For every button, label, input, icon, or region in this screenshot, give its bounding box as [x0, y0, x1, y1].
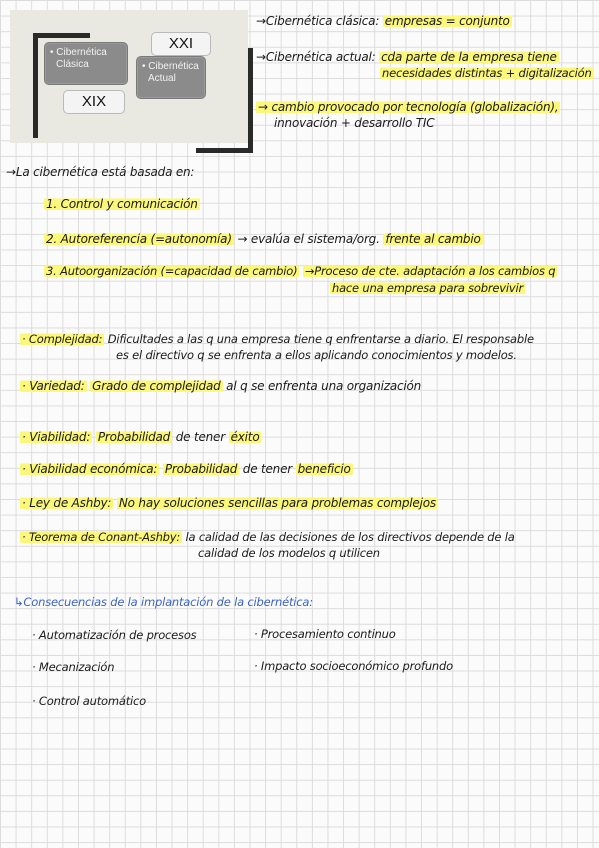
term-conant-ashby — [20, 530, 515, 544]
basada-item-2-mid: → evalúa el sistema/org. — [237, 232, 380, 246]
viab-econ-highlight: Probabilidad — [164, 462, 238, 476]
complejidad-term: · Complejidad: — [22, 332, 103, 346]
variedad-term: · Variedad: — [22, 379, 85, 393]
conant-term: · Teorema de Conant-Ashby: — [22, 530, 181, 544]
note-cibernetica-actual-line2 — [380, 66, 594, 80]
box-actual-line2: Actual — [148, 73, 176, 84]
basada-item-3-highlight: 3. Autoorganización (=capacidad de cambio) — [46, 264, 298, 278]
basada-item-2-highlight-2: frente al cambio — [385, 232, 481, 246]
term-viabilidad-economica — [20, 462, 353, 476]
basada-item-3-line2 — [330, 281, 525, 295]
basada-item-3 — [44, 264, 557, 278]
viab-econ-highlight-2: beneficio — [297, 462, 351, 476]
note-cibernetica-actual — [256, 50, 559, 64]
note-cibernetica-clasica — [256, 14, 512, 28]
ashby-rest: No hay soluciones sencillas para problemas complejos — [118, 496, 436, 510]
consecuencia-automatizacion: · Automatización de procesos — [32, 628, 197, 642]
ashby-term: · Ley de Ashby: — [22, 496, 112, 510]
note1-highlight: empresas = conjunto — [384, 14, 510, 28]
box-clasica-line2: Clásica — [56, 59, 89, 70]
viabilidad-highlight-2: éxito — [230, 430, 260, 444]
note-cambio — [256, 100, 560, 114]
consecuencia-mecanizacion: · Mecanización — [32, 660, 115, 674]
variedad-highlight: Grado de complejidad — [92, 379, 221, 393]
note2-highlight-1: cda parte de la empresa tiene — [381, 50, 557, 64]
complejidad-line2: es el directivo q se enfrenta a ellos aplicando conocimientos y modelos. — [116, 348, 517, 362]
viabilidad-highlight: Probabilidad — [97, 430, 171, 444]
basada-heading: →La cibernética está basada en: — [6, 165, 195, 179]
viabilidad-term: · Viabilidad: — [22, 430, 91, 444]
basada-item-3-line2-text: hace una empresa para sobrevivir — [332, 281, 523, 295]
note1-prefix: →Cibernética clásica: — [256, 14, 380, 28]
term-variedad — [20, 379, 421, 393]
conant-line1: la calidad de las decisiones de los directivos depende de la — [185, 530, 515, 544]
basada-item-1 — [44, 197, 200, 211]
viab-econ-mid: de tener — [242, 462, 293, 476]
cybernetics-diagram — [10, 10, 248, 143]
basada-item-2-highlight: 2. Autoreferencia (=autonomía) — [46, 232, 232, 246]
viabilidad-mid: de tener — [175, 430, 225, 444]
note3-highlight: → cambio provocado por tecnología (globalización), — [258, 100, 559, 114]
box-cibernetica-clasica — [44, 42, 128, 85]
term-ley-ashby — [20, 496, 438, 510]
consecuencia-control: · Control automático — [32, 694, 146, 708]
consecuencia-impacto: · Impacto socioeconómico profundo — [254, 659, 453, 673]
consecuencia-procesamiento: · Procesamiento continuo — [254, 627, 396, 641]
note2-highlight-2: necesidades distintas + digitalización — [382, 66, 592, 80]
conant-line2: calidad de los modelos q utilicen — [198, 546, 380, 560]
basada-item-1-text: 1. Control y comunicación — [46, 197, 198, 211]
basada-item-2 — [44, 232, 483, 246]
note-cambio-line2: innovación + desarrollo TIC — [274, 116, 435, 130]
term-complejidad — [20, 332, 534, 346]
complejidad-line1: Dificultades a las q una empresa tiene q enfrentarse a diario. El responsable — [107, 332, 534, 346]
term-viabilidad — [20, 430, 261, 444]
note2-prefix: →Cibernética actual: — [256, 50, 376, 64]
box-cibernetica-actual — [136, 56, 206, 99]
box-clasica-line1: • Cibernética — [50, 47, 107, 58]
basada-item-3-mid: →Proceso de cte. adaptación a los cambios q — [304, 264, 556, 278]
label-xxi: XXI — [151, 32, 211, 56]
viab-econ-term: · Viabilidad económica: — [22, 462, 158, 476]
variedad-rest: al q se enfrenta una organización — [226, 379, 422, 393]
label-xix: XIX — [63, 90, 125, 114]
box-actual-line1: • Cibernética — [142, 61, 199, 72]
consecuencias-heading: ↳Consecuencias de la implantación de la cibernética: — [14, 595, 313, 609]
